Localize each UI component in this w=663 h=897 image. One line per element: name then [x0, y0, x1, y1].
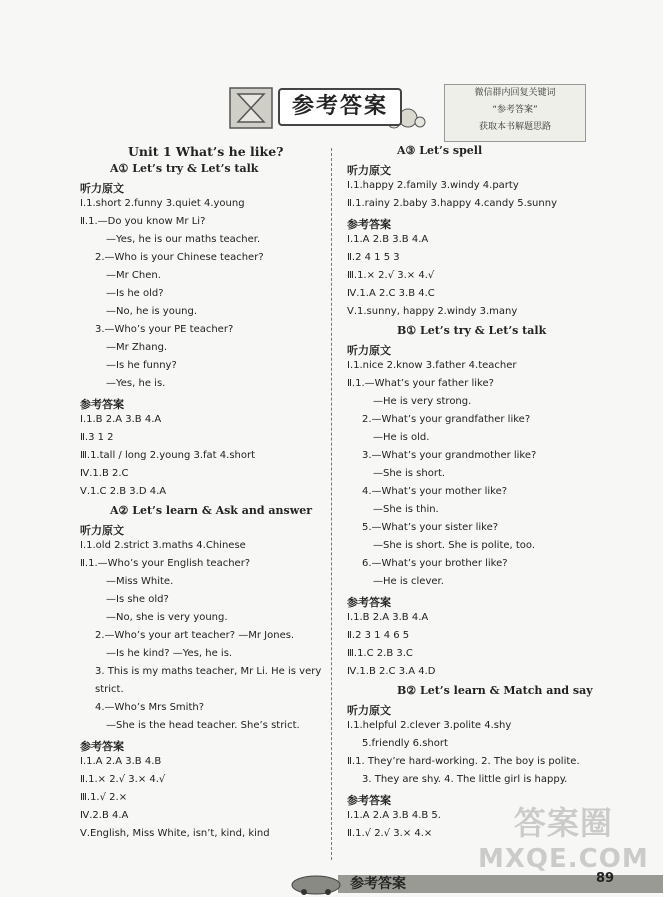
- text-line: Ⅳ.1.A 2.C 3.B 4.C: [347, 288, 435, 299]
- text-line: —Mr Chen.: [106, 270, 161, 281]
- text-line: Ⅰ.1.B 2.A 3.B 4.A: [80, 414, 162, 425]
- text-line: Ⅰ.1.A 2.A 3.B 4.B: [80, 756, 162, 767]
- text-line: 3. This is my maths teacher, Mr Li. He is very: [95, 666, 322, 677]
- text-line: Ⅳ.1.B 2.C: [80, 468, 129, 479]
- lesson-heading: A③ Let’s spell: [397, 144, 483, 157]
- text-line: Ⅰ.1.nice 2.know 3.father 4.teacher: [347, 360, 517, 371]
- text-line: —He is old.: [373, 432, 430, 443]
- lesson-heading: A② Let’s learn & Ask and answer: [110, 504, 312, 517]
- text-line: Ⅱ.1.—What’s your father like?: [347, 378, 494, 389]
- lesson-heading: A① Let’s try & Let’s talk: [110, 162, 259, 175]
- section-label: 参考答案: [347, 596, 391, 609]
- note-line-1: 微信群内回复关键词: [474, 88, 556, 98]
- text-line: —Mr Zhang.: [106, 342, 168, 353]
- text-line: —Is he funny?: [106, 360, 177, 371]
- text-line: Ⅴ.1.C 2.B 3.D 4.A: [80, 486, 167, 497]
- text-line: 2.—What’s your grandfather like?: [362, 414, 531, 425]
- text-line: Ⅰ.1.happy 2.family 3.windy 4.party: [347, 180, 519, 191]
- section-label: 听力原文: [347, 704, 391, 717]
- section-label: 听力原文: [80, 182, 124, 195]
- page-title: 参考答案: [278, 88, 402, 126]
- lesson-heading: B② Let’s learn & Match and say: [397, 684, 593, 697]
- watermark-line-1: 答案圈: [513, 804, 613, 842]
- text-line: Ⅱ.1.× 2.√ 3.× 4.√: [80, 774, 166, 785]
- section-label: 参考答案: [80, 398, 124, 411]
- text-line: Ⅳ.2.B 4.A: [80, 810, 129, 821]
- section-label: 参考答案: [347, 794, 391, 807]
- text-line: Ⅱ.1. They’re hard-working. 2. The boy is polite.: [347, 756, 580, 767]
- watermark: [478, 805, 649, 877]
- wechat-note: [444, 84, 586, 142]
- text-line: Ⅰ.1.short 2.funny 3.quiet 4.young: [80, 198, 245, 209]
- text-line: —He is clever.: [373, 576, 444, 587]
- footer-label: 参考答案: [350, 876, 406, 892]
- text-line: —Miss White.: [106, 576, 174, 587]
- text-line: —She is short. She is polite, too.: [373, 540, 536, 551]
- note-line-2: “参考答案”: [492, 105, 538, 115]
- section-label: 听力原文: [347, 164, 391, 177]
- text-line: Ⅱ.1.rainy 2.baby 3.happy 4.candy 5.sunny: [347, 198, 557, 209]
- watermark-line-2: MXQE.COM: [478, 844, 649, 874]
- text-line: Ⅰ.1.helpful 2.clever 3.polite 4.shy: [347, 720, 512, 731]
- text-line: 5.friendly 6.short: [362, 738, 448, 749]
- text-line: Ⅰ.1.B 2.A 3.B 4.A: [347, 612, 429, 623]
- text-line: 3.—What’s your grandmother like?: [362, 450, 537, 461]
- text-line: Ⅰ.1.old 2.strict 3.maths 4.Chinese: [80, 540, 246, 551]
- section-label: 参考答案: [347, 218, 391, 231]
- text-line: 3.—Who’s your PE teacher?: [95, 324, 234, 335]
- text-line: 2.—Who is your Chinese teacher?: [95, 252, 264, 263]
- text-line: Ⅱ.3 1 2: [80, 432, 114, 443]
- text-line: 2.—Who’s your art teacher? —Mr Jones.: [95, 630, 295, 641]
- text-line: 3. They are shy. 4. The little girl is happy.: [362, 774, 568, 785]
- text-line: 4.—Who’s Mrs Smith?: [95, 702, 205, 713]
- text-line: 5.—What’s your sister like?: [362, 522, 499, 533]
- text-line: —She is short.: [373, 468, 446, 479]
- lesson-heading: B① Let’s try & Let’s talk: [397, 324, 547, 337]
- text-line: Ⅱ.2 4 1 5 3: [347, 252, 400, 263]
- text-line: Ⅲ.1.tall / long 2.young 3.fat 4.short: [80, 450, 256, 461]
- text-line: Ⅰ.1.A 2.B 3.B 4.A: [347, 234, 429, 245]
- text-line: strict.: [95, 684, 124, 695]
- text-line: Ⅴ.1.sunny, happy 2.windy 3.many: [347, 306, 518, 317]
- text-line: 6.—What’s your brother like?: [362, 558, 508, 569]
- text-line: —She is thin.: [373, 504, 439, 515]
- text-line: Ⅳ.1.B 2.C 3.A 4.D: [347, 666, 436, 677]
- text-line: —No, she is very young.: [106, 612, 228, 623]
- text-line: Ⅱ.2 3 1 4 6 5: [347, 630, 410, 641]
- text-line: —Is he old?: [106, 288, 164, 299]
- text-line: —Yes, he is.: [106, 378, 166, 389]
- unit-heading: Unit 1 What’s he like?: [128, 144, 284, 159]
- text-line: —She is the head teacher. She’s strict.: [106, 720, 300, 731]
- note-line-3: 获取本书解题思路: [478, 122, 551, 132]
- text-line: —Is she old?: [106, 594, 169, 605]
- text-line: —Is he kind? —Yes, he is.: [106, 648, 233, 659]
- section-label: 听力原文: [80, 524, 124, 537]
- text-line: 4.—What’s your mother like?: [362, 486, 508, 497]
- text-line: Ⅱ.1.√ 2.√ 3.× 4.×: [347, 828, 433, 839]
- text-line: —Yes, he is our maths teacher.: [106, 234, 261, 245]
- text-line: —He is very strong.: [373, 396, 472, 407]
- text-line: Ⅱ.1.—Who’s your English teacher?: [80, 558, 251, 569]
- text-line: Ⅲ.1.C 2.B 3.C: [347, 648, 413, 659]
- text-line: Ⅱ.1.—Do you know Mr Li?: [80, 216, 206, 227]
- page-number: 89: [596, 871, 615, 886]
- section-label: 听力原文: [347, 344, 391, 357]
- text-line: —No, he is young.: [106, 306, 198, 317]
- text-line: Ⅴ.English, Miss White, isn’t, kind, kind: [80, 828, 270, 839]
- text-line: Ⅲ.1.× 2.√ 3.× 4.√: [347, 270, 435, 281]
- section-label: 参考答案: [80, 740, 124, 753]
- text-line: Ⅲ.1.√ 2.×: [80, 792, 128, 803]
- column-divider: [331, 148, 332, 860]
- text-line: Ⅰ.1.A 2.A 3.B 4.B 5.: [347, 810, 441, 821]
